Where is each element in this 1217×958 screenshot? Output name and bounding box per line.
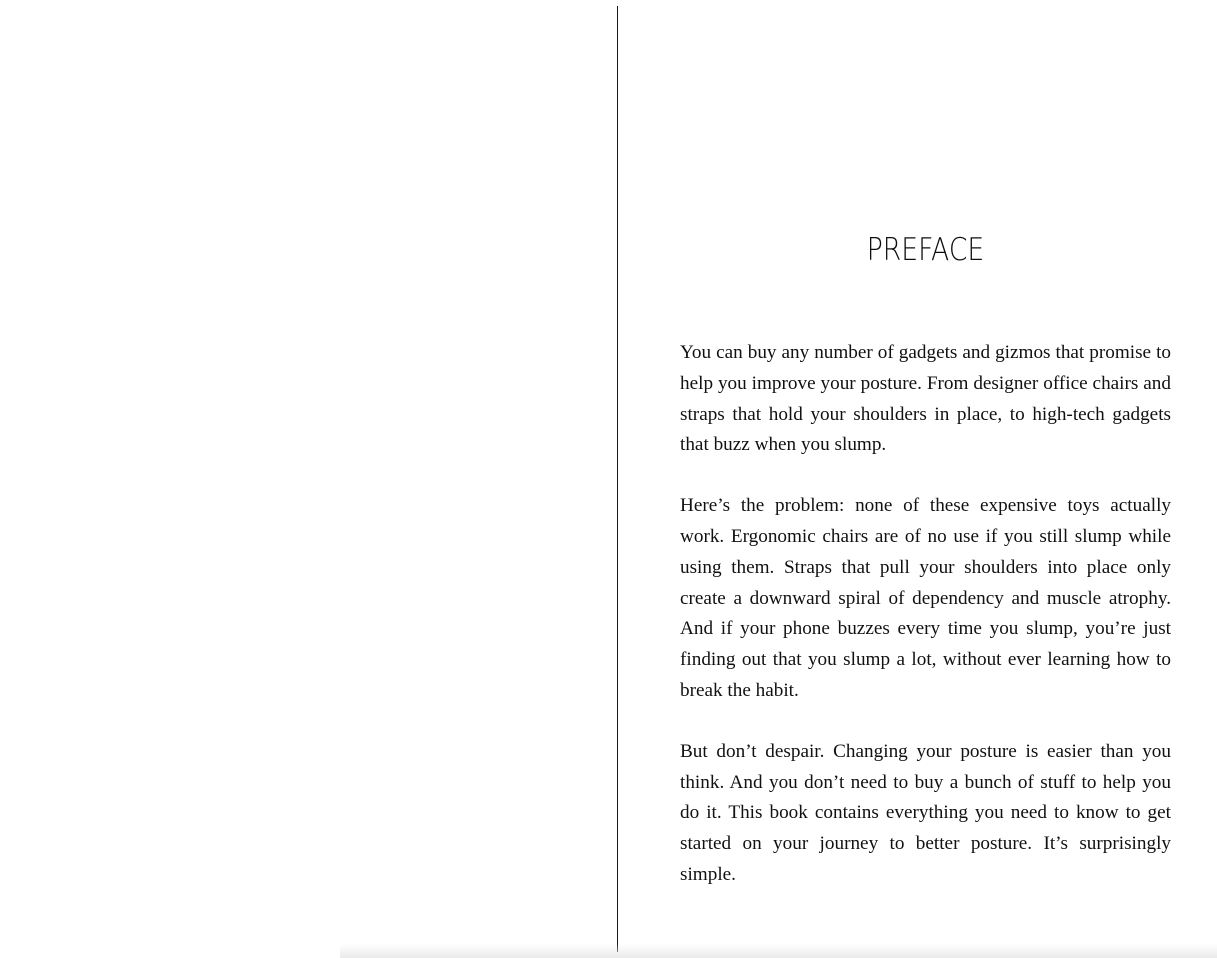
paragraph-1: You can buy any number of gadgets and gizmos that promise to help you improve your posture. From designer office chairs and straps that hold your shoulders in place, to high-tech gadgets that buzz when you slump. — [680, 342, 1171, 456]
paragraph-2: Here’s the problem: none of these expensive toys actually work. Ergonomic chairs are of no use if you still slump while using them. Straps that pull your shoulders into place only create a downward spiral of dependency and muscle atrophy. And if your phone buzzes every time you slump, you’re just finding out that you slump a lot, without ever learning how to break the habit. — [680, 495, 1171, 701]
page-bottom-shadow — [340, 944, 1217, 958]
paragraph-3: But don’t despair. Changing your posture is easier than you think. And you don’t need to buy a bunch of stuff to help you do it. This book contains everything you need to know to get started on your journey to better posture. It’s surprisingly simple. — [680, 740, 1171, 885]
right-page — [618, 0, 1217, 958]
chapter-title: PREFACE — [866, 232, 985, 268]
preface-body — [680, 338, 1171, 921]
